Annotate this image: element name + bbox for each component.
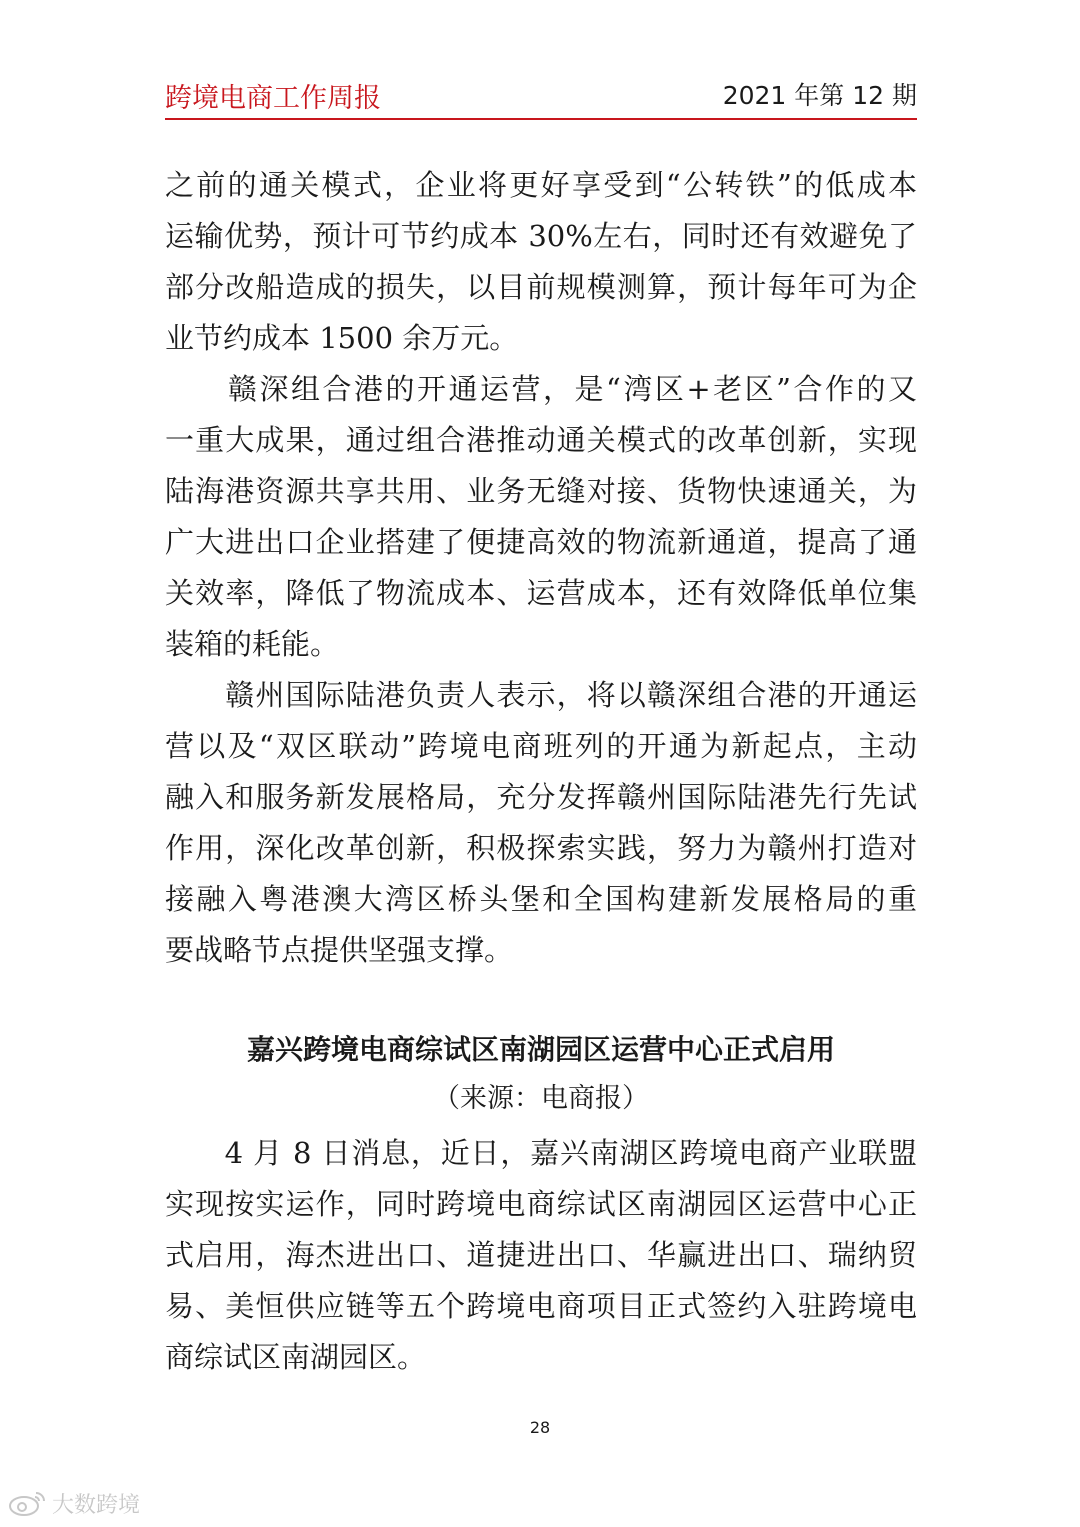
text-line: 部分改船造成的损失，以目前规模测算，预计每年可为企 <box>165 270 917 304</box>
text-line: 陆海港资源共享共用、业务无缝对接、货物快速通关，为 <box>165 474 917 508</box>
text-line: 易、美恒供应链等五个跨境电商项目正式签约入驻跨境电 <box>165 1289 917 1323</box>
text-line: 广大进出口企业搭建了便捷高效的物流新通道，提高了通 <box>165 525 917 559</box>
page-number: 28 <box>529 1418 551 1437</box>
page-header <box>165 74 917 114</box>
watermark-text: 大数跨境 <box>52 1492 141 1518</box>
text-line: 4 月 8 日消息，近日，嘉兴南湖区跨境电商产业联盟 <box>165 1136 917 1170</box>
article-body <box>165 160 917 976</box>
watermark <box>8 1488 140 1518</box>
text-line: 一重大成果，通过组合港推动通关模式的改革创新，实现 <box>165 423 917 457</box>
text-line: 营以及“双区联动”跨境电商班列的开通为新起点，主动 <box>165 729 917 763</box>
text-line: 之前的通关模式，企业将更好享受到“公转铁”的低成本 <box>165 168 917 202</box>
text-line: 商综试区南湖园区。 <box>165 1340 427 1374</box>
header-divider <box>165 118 917 120</box>
text-line: 接融入粤港澳大湾区桥头堡和全国构建新发展格局的重 <box>165 882 917 916</box>
article-heading: 嘉兴跨境电商综试区南湖园区运营中心正式启用 <box>246 1033 835 1066</box>
text-line: 赣州国际陆港负责人表示，将以赣深组合港的开通运 <box>165 678 917 712</box>
issue-number: 2021 年第 12 期 <box>722 81 917 110</box>
weibo-icon <box>8 1489 48 1517</box>
text-line: 实现按实运作，同时跨境电商综试区南湖园区运营中心正 <box>165 1187 917 1221</box>
text-line: 要战略节点提供坚强支撑。 <box>165 933 514 967</box>
text-line: 融入和服务新发展格局，充分发挥赣州国际陆港先行先试 <box>165 780 917 814</box>
text-line: 运输优势，预计可节约成本 30%左右，同时还有效避免了 <box>165 219 917 253</box>
article-body <box>165 1128 917 1383</box>
text-line: 关效率，降低了物流成本、运营成本，还有效降低单位集 <box>165 576 917 610</box>
text-line: 业节约成本 1500 余万元。 <box>165 321 519 355</box>
text-line: 式启用，海杰进出口、道捷进出口、华赢进出口、瑞纳贸 <box>165 1238 917 1272</box>
text-line: 装箱的耗能。 <box>165 627 340 661</box>
text-line: 作用，深化改革创新，积极探索实践，努力为赣州打造对 <box>165 831 917 865</box>
text-line: 赣深组合港的开通运营，是“湾区+老区”合作的又 <box>165 372 917 406</box>
article-source: （来源：电商报） <box>433 1083 649 1114</box>
publication-title: 跨境电商工作周报 <box>165 83 381 114</box>
